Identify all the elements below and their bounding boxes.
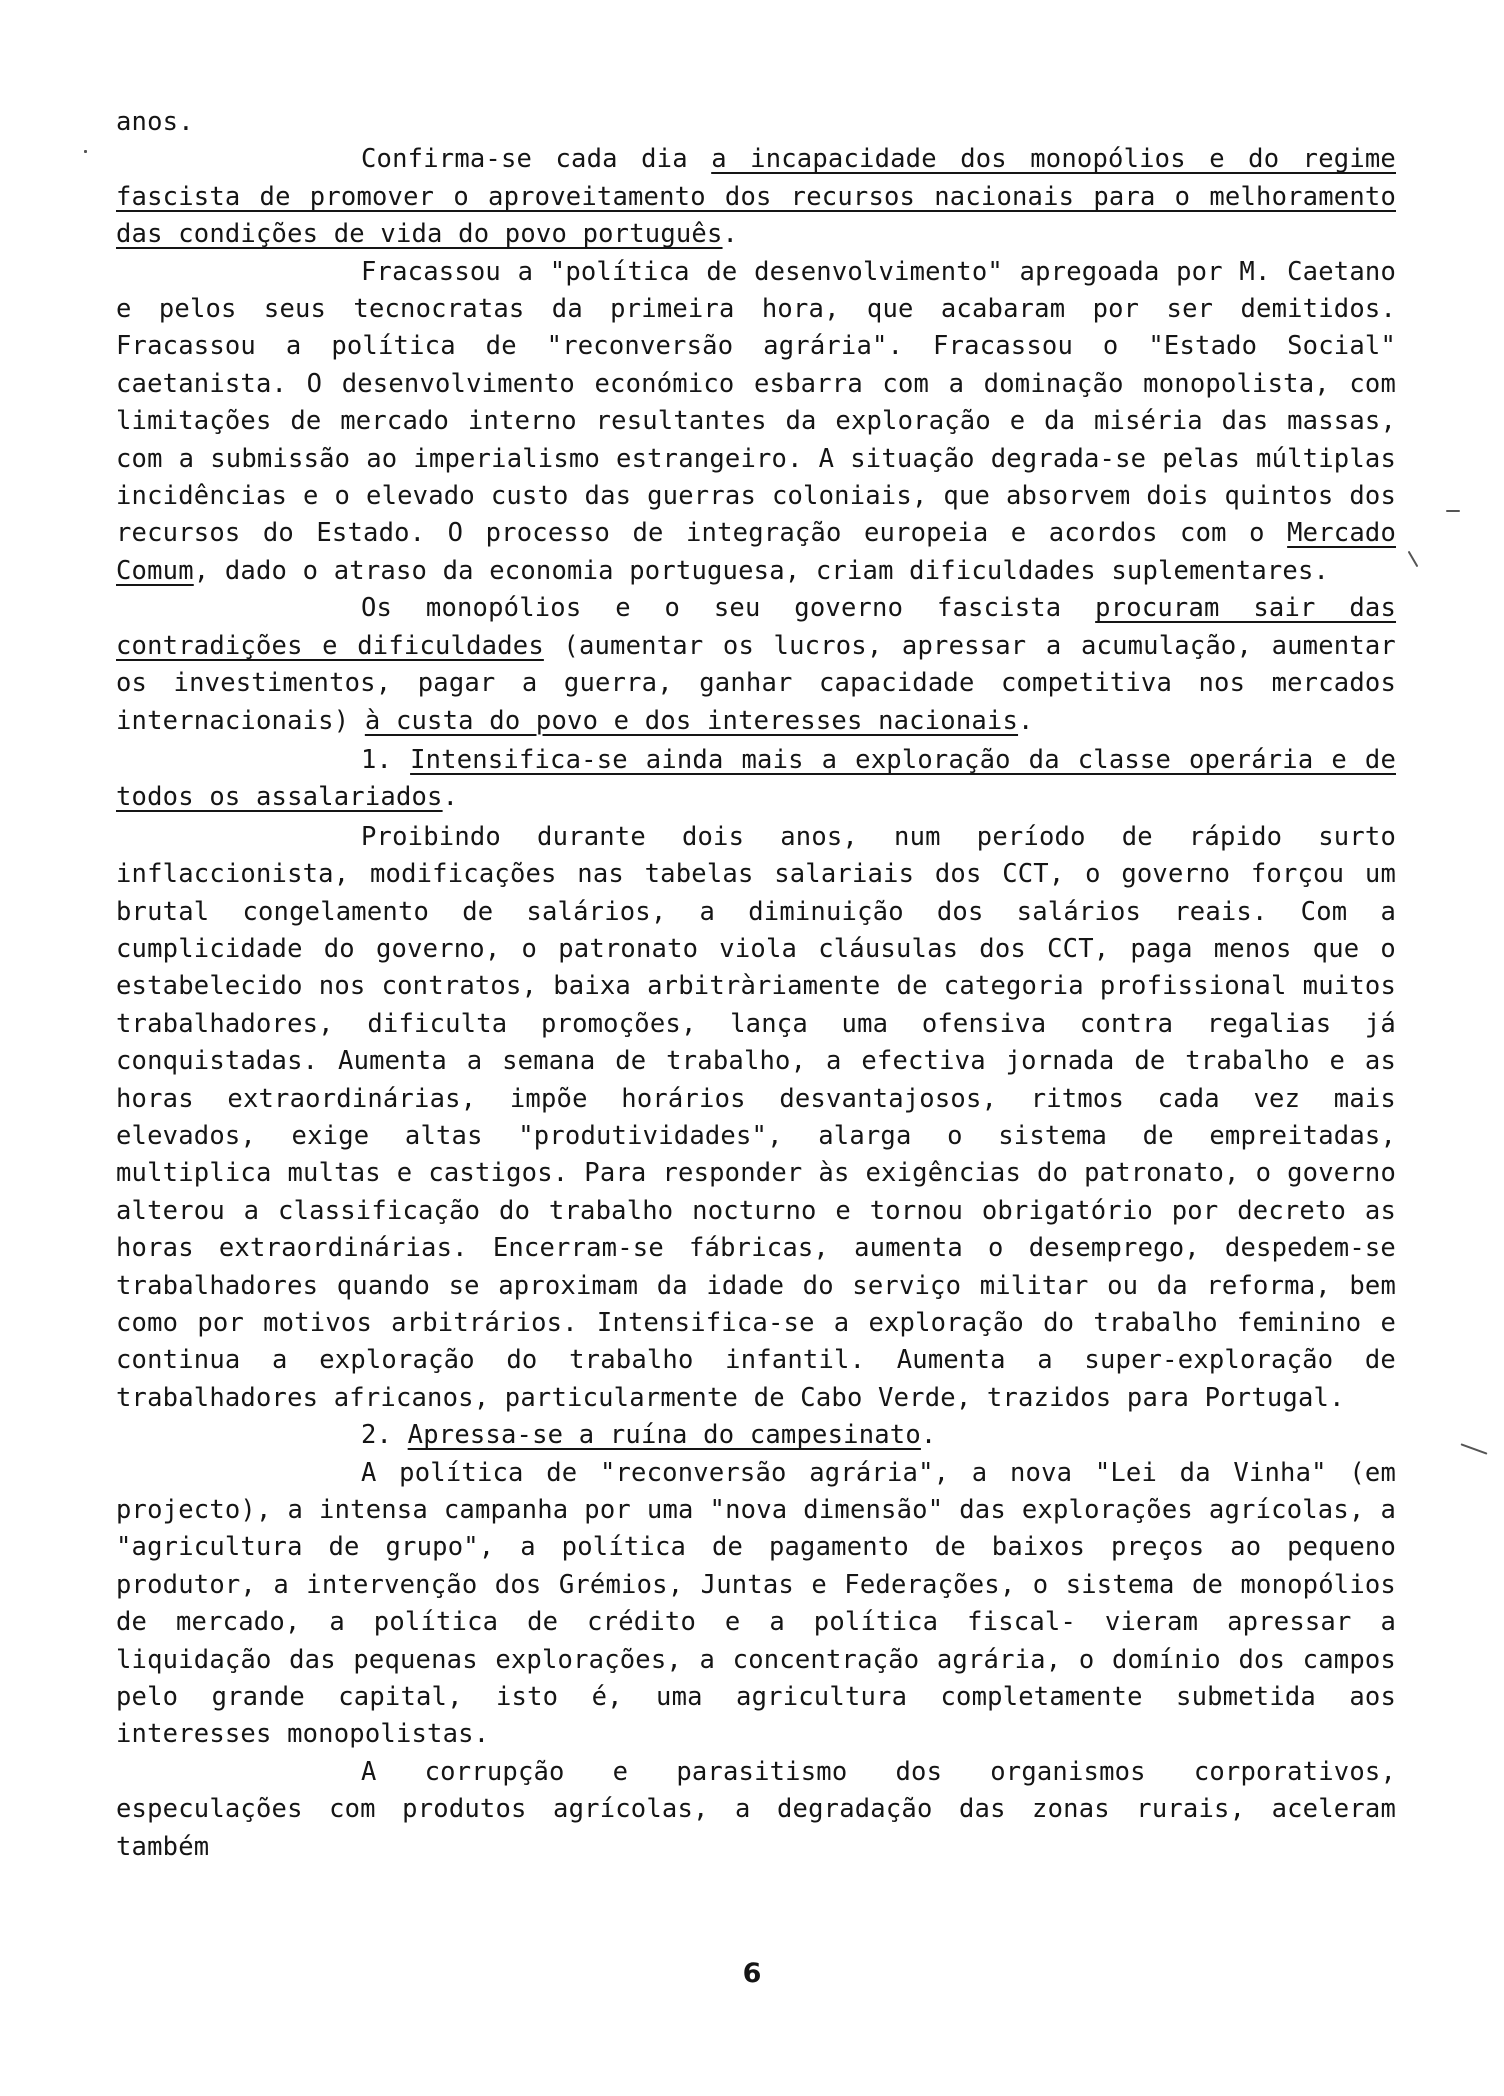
underlined-incapacidade: a incapacidade dos monopólios e do regime fascista de promover o aproveitamento dos recursos nacionais para o melhoramento das condições de vida do povo português: [116, 144, 1396, 250]
document-body: [116, 104, 1396, 1866]
text-politica-agraria: A política de "reconversão agrária", a nova "Lei da Vinha" (em projecto), a intensa campanha por uma "nova dimensão" das explorações agrícolas, a "agricultura de grupo", a política de pagamento de baixos preços ao pequeno produtor, a intervenção dos Grémios, Juntas e Federações, o sistema de monopólios de mercado, a política de crédito e a política fiscal- vieram apressar a liquidação das pequenas explorações, a concentração agrária, o domínio dos campos pelo grande capital, isto é, uma agricultura completamente submetida aos interesses monopolistas.: [116, 1457, 1396, 1750]
paragraph-confirma: [116, 141, 1396, 253]
text-anos: anos.: [116, 107, 194, 137]
text-fracassou-end: , dado o atraso da economia portuguesa, criam dificuldades suplementares.: [193, 555, 1330, 586]
paragraph-corrupcao: [116, 1754, 1396, 1866]
text-monopolios-lead: Os monopólios e o seu governo fascista: [361, 593, 1096, 624]
text-monopolios-end: .: [1018, 705, 1034, 736]
text-corrupcao: A corrupção e parasitismo dos organismos corporativos, especulações com produtos agrícolas, a degradação das zonas rurais, aceleram também: [116, 1756, 1396, 1862]
underlined-custa-do-povo: à custa do povo e dos interesses nacionais: [364, 705, 1019, 736]
heading-2-title: Apressa-se a ruína do campesinato: [407, 1420, 921, 1451]
heading-2-end: .: [920, 1420, 937, 1451]
underlined-mercado-comum: Mercado Comum: [116, 518, 1396, 586]
text-proibindo: Proibindo durante dois anos, num período de rápido surto inflaccionista, modificações nas tabelas salariais dos CCT, o governo forçou um brutal congelamento de salários, a diminuição dos salários reais. Com a cumplicidade do governo, o patronato viola cláusulas dos CCT, paga menos que o estabelecido nos contratos, baixa arbitràriamente de categoria profissional muitos trabalhadores, dificulta promoções, lança uma ofensiva contra regalias já conquistadas. Aumenta a semana de trabalho, a efectiva jornada de trabalho e as horas extraordinárias, impõe horários desvantajosos, ritmos cada vez mais elevados, exige altas "produtividades", alarga o sistema de empreitadas, multiplica multas e castigos. Para responder às exigências do patronato, o governo alterou a classificação do trabalho nocturno e tornou obrigatório por decreto as horas extraordinárias. Encerram-se fábricas, aumenta o desemprego, despedem-se trabalhadores quando se aproximam da idade do serviço militar ou da reforma, bem como por motivos arbitrários. Intensifica-se a exploração do trabalho feminino e continua a exploração do trabalho infantil. Aumenta a super-exploração de trabalhadores africanos, particularmente de Cabo Verde, trazidos para Portugal.: [116, 821, 1396, 1413]
text-confirma-end: .: [722, 219, 739, 250]
paragraph-monopolios: [116, 590, 1396, 740]
page-number: 6: [742, 1958, 762, 1989]
scan-mark: [84, 150, 87, 153]
scan-mark: [1461, 1443, 1488, 1454]
section-heading-2: [116, 1417, 1396, 1454]
underlined-procuram-sair: procuram sair das contradições e dificuldades: [116, 593, 1397, 661]
heading-1-end: .: [442, 782, 459, 813]
text-monopolios-mid: (aumentar os lucros, apressar a acumulação, aumentar os investimentos, pagar a guerra, ganhar capacidade competitiva nos mercados internacionais): [116, 630, 1396, 736]
paragraph-fracassou: [116, 254, 1396, 591]
scan-mark: [1446, 510, 1460, 512]
text-fracassou: Fracassou a "política de desenvolvimento" apregoada por M. Caetano e pelos seus tecnocratas da primeira hora, que acabaram por ser demitidos. Fracassou a política de "reconversão agrária". Fracassou o "Estado Social" caetanista. O desenvolvimento económico esbarra com a dominação monopolista, com limitações de mercado interno resultantes da exploração e da miséria das massas, com a submissão ao imperialismo estrangeiro. A situação degrada-se pelas múltiplas incidências e o elevado custo das guerras coloniais, que absorvem dois quintos dos recursos do Estado. O processo de integração europeia e acordos com o: [116, 256, 1396, 549]
heading-2-number: 2.: [361, 1420, 408, 1451]
paragraph-anos: [116, 104, 1396, 141]
scan-mark: [1408, 551, 1419, 568]
section-heading-1: [116, 742, 1396, 817]
heading-1-title: Intensifica-se ainda mais a exploração da classe operária e de todos os assalariados: [116, 744, 1396, 813]
text-confirma-lead: Confirma-se cada dia: [361, 144, 712, 175]
paragraph-politica-agraria: [116, 1455, 1396, 1754]
heading-1-number: 1.: [361, 744, 411, 775]
paragraph-proibindo: [116, 819, 1396, 1418]
